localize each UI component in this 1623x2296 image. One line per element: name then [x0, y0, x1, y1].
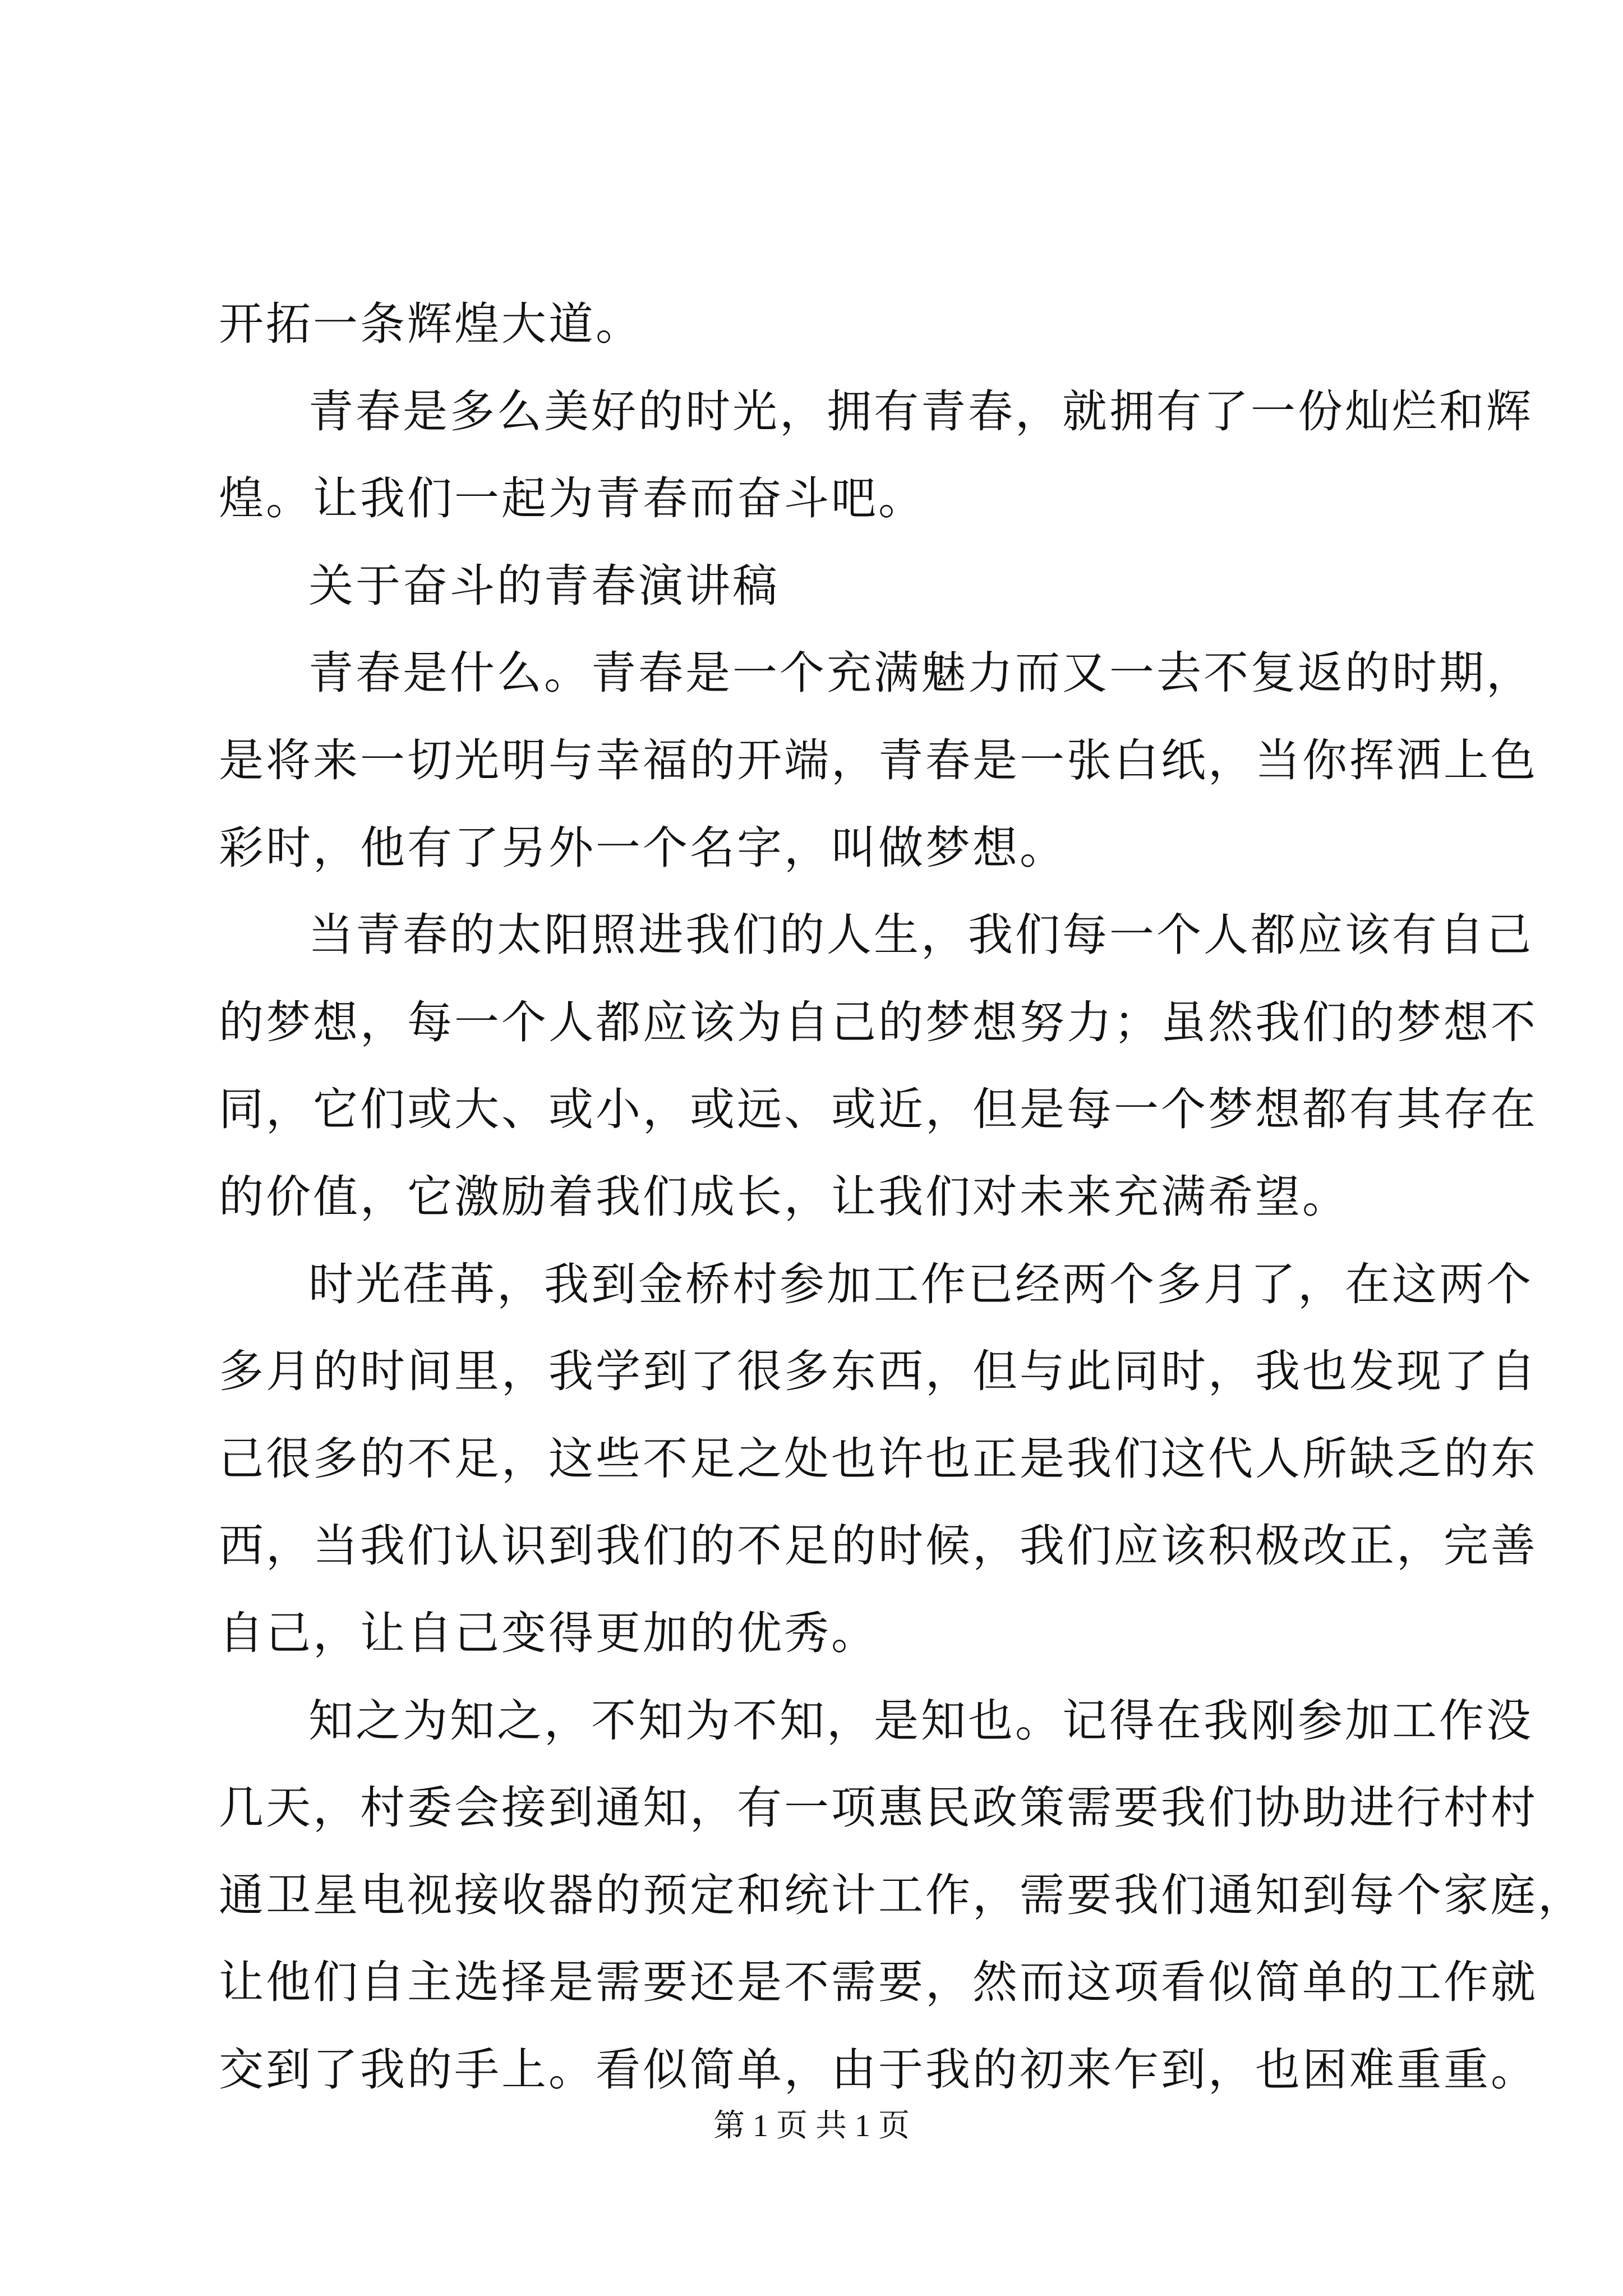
paragraph-line: 是将来一切光明与幸福的开端，青春是一张白纸，当你挥洒上色: [219, 734, 1538, 786]
paragraph-line: 交到了我的手上。看似简单，由于我的初来乍到，也困难重重。: [219, 2043, 1538, 2096]
paragraph-line: 的梦想，每一个人都应该为自己的梦想努力；虽然我们的梦想不: [219, 996, 1538, 1048]
paragraph-line: 的价值，它激励着我们成长，让我们对未来充满希望。: [219, 1170, 1349, 1223]
paragraph-line: 通卫星电视接收器的预定和统计工作，需要我们通知到每个家庭，: [219, 1869, 1585, 1921]
paragraph-line: 知之为知之，不知为不知，是知也。记得在我刚参加工作没: [308, 1694, 1533, 1747]
paragraph-line: 几天，村委会接到通知，有一项惠民政策需要我们协助进行村村: [219, 1782, 1538, 1834]
paragraph-line: 时光荏苒，我到金桥村参加工作已经两个多月了，在这两个: [308, 1258, 1533, 1310]
paragraph-line: 青春是什么。青春是一个充满魅力而又一去不复返的时期，: [308, 647, 1533, 700]
paragraph-line: 彩时，他有了另外一个名字，叫做梦想。: [219, 821, 1067, 874]
paragraph-line: 青春是多么美好的时光，拥有青春，就拥有了一份灿烂和辉: [308, 385, 1533, 438]
paragraph-line: 己很多的不足，这些不足之处也许也正是我们这代人所缺乏的东: [219, 1432, 1538, 1485]
page-number-footer: 第 1 页 共 1 页: [713, 2109, 910, 2143]
paragraph-line: 多月的时间里，我学到了很多东西，但与此同时，我也发现了自: [219, 1345, 1538, 1398]
paragraph-line: 让他们自主选择是需要还是不需要，然而这项看似简单的工作就: [219, 1956, 1538, 2009]
paragraph-line: 同，它们或大、或小，或远、或近，但是每一个梦想都有其存在: [219, 1083, 1538, 1136]
section-heading: 关于奋斗的青春演讲稿: [308, 559, 780, 612]
paragraph-line: 开拓一条辉煌大道。: [219, 298, 643, 350]
paragraph-line: 煌。让我们一起为青春而奋斗吧。: [219, 472, 925, 525]
paragraph-line: 当青春的太阳照进我们的人生，我们每一个人都应该有自己: [308, 909, 1533, 961]
paragraph-line: 西，当我们认识到我们的不足的时候，我们应该积极改正，完善: [219, 1520, 1538, 1572]
paragraph-line: 自己，让自己变得更加的优秀。: [219, 1607, 878, 1659]
document-body: [219, 280, 1585, 2113]
